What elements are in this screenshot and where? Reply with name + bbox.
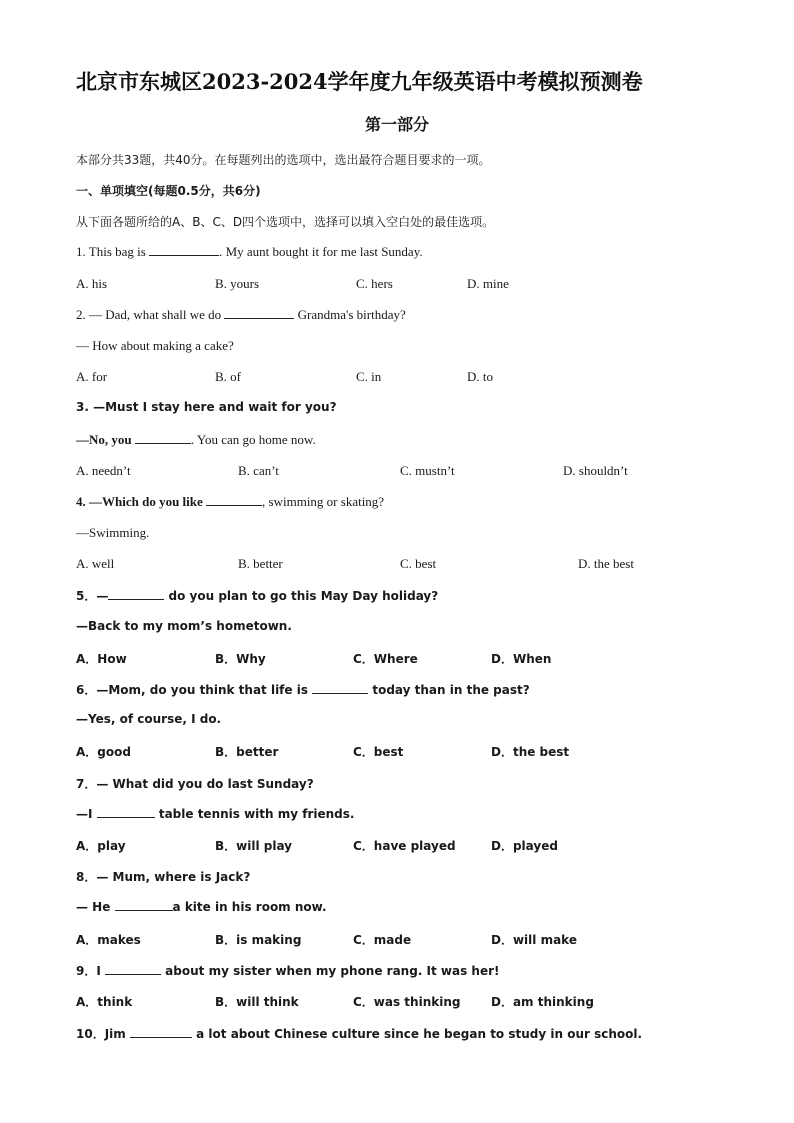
- answer-blank: [130, 1026, 192, 1038]
- option-b: B．is making: [215, 933, 302, 947]
- option-d: D．the best: [491, 745, 570, 759]
- question-text: , swimming or skating?: [262, 494, 385, 509]
- question-2: [76, 307, 406, 323]
- answer-blank: [149, 244, 219, 256]
- question-text: 5．—: [76, 589, 109, 603]
- question-text: about my sister when my phone rang. It was her!: [161, 964, 500, 978]
- question-text: table tennis with my friends.: [154, 807, 355, 821]
- question-4-reply: —Swimming.: [76, 525, 150, 540]
- option-c: C．Where: [353, 652, 418, 666]
- option-c: C．best: [353, 745, 404, 759]
- question-1: [76, 244, 423, 260]
- question-text: . My aunt bought it for me last Sunday.: [219, 244, 423, 259]
- question-8: 8．— Mum, where is Jack?: [76, 870, 251, 884]
- option-a: A．How: [76, 652, 127, 666]
- question-6-reply: —Yes, of course, I do.: [76, 712, 222, 726]
- question-text: do you plan to go this May Day holiday?: [164, 589, 439, 603]
- option-c: C. mustn’t: [400, 463, 455, 478]
- answer-blank: [97, 806, 155, 818]
- answer-blank: [105, 963, 161, 975]
- answer-blank: [224, 307, 294, 319]
- answer-blank: [206, 494, 262, 506]
- section-heading: 一、单项填空(每题0.5分，共6分): [76, 184, 261, 198]
- option-b: B. of: [215, 369, 241, 384]
- option-b: B．Why: [215, 652, 266, 666]
- option-a: A．play: [76, 839, 126, 853]
- option-c: C．was thinking: [353, 995, 461, 1009]
- option-a: A. well: [76, 556, 115, 571]
- question-text: —No, you: [76, 432, 135, 447]
- question-text: today than in the past?: [368, 683, 530, 697]
- option-a: A. for: [76, 369, 108, 384]
- option-d: D．When: [491, 652, 552, 666]
- option-a: A. his: [76, 276, 108, 291]
- question-6: [76, 681, 530, 698]
- option-c: C. in: [356, 369, 382, 384]
- question-10: [76, 1025, 642, 1042]
- question-7: 7．— What did you do last Sunday?: [76, 777, 314, 791]
- option-b: B．will think: [215, 995, 299, 1009]
- question-text: a lot about Chinese culture since he began to study in our school.: [191, 1027, 643, 1041]
- question-text: 2. — Dad, what shall we do: [76, 307, 225, 322]
- question-2-reply: — How about making a cake?: [76, 338, 234, 353]
- question-4: [76, 494, 384, 510]
- option-a: A．makes: [76, 933, 141, 947]
- question-text: 6．—Mom, do you think that life is: [76, 683, 313, 697]
- question-3-reply: [76, 432, 316, 448]
- part-intro: 本部分共33题，共40分。在每题列出的选项中，选出最符合题目要求的一项。: [76, 153, 491, 167]
- question-text: . You can go home now.: [190, 432, 316, 447]
- question-7-reply: [76, 806, 354, 821]
- option-d: D．will make: [491, 933, 577, 947]
- answer-blank: [108, 588, 164, 600]
- question-9: [76, 962, 500, 979]
- answer-blank: [115, 899, 173, 911]
- option-a: A．think: [76, 995, 133, 1009]
- question-text: 4. —Which do you like: [76, 494, 207, 509]
- question-text: —I: [76, 807, 97, 821]
- question-text: 9．I: [76, 964, 105, 978]
- answer-blank: [135, 432, 191, 444]
- option-c: C. hers: [356, 276, 393, 291]
- exam-title: 北京市东城区2023-2024学年度九年级英语中考模拟预测卷: [76, 69, 643, 94]
- option-d: D. to: [467, 369, 493, 384]
- option-a: A. needn’t: [76, 463, 131, 478]
- option-d: D．played: [491, 839, 558, 853]
- question-3: 3. —Must I stay here and wait for you?: [76, 400, 337, 414]
- option-b: B. better: [238, 556, 283, 571]
- option-d: D. the best: [578, 556, 634, 571]
- answer-blank: [312, 682, 368, 694]
- part-heading: 第一部分: [364, 115, 429, 134]
- option-c: C．have played: [353, 839, 456, 853]
- question-text: 10．Jim: [76, 1027, 130, 1041]
- question-text: — He: [76, 900, 115, 914]
- option-d: D. shouldn’t: [563, 463, 628, 478]
- option-c: C．made: [353, 933, 412, 947]
- question-5: [76, 587, 438, 604]
- option-b: B. yours: [215, 276, 260, 291]
- option-d: D. mine: [467, 276, 509, 291]
- question-text: Grandma's birthday?: [294, 307, 406, 322]
- option-b: B. can’t: [238, 463, 279, 478]
- option-b: B．will play: [215, 839, 293, 853]
- section-instruction: 从下面各题所给的A、B、C、D四个选项中，选择可以填入空白处的最佳选项。: [76, 215, 495, 229]
- question-5-reply: —Back to my mom’s hometown.: [76, 619, 292, 633]
- option-d: D．am thinking: [491, 995, 594, 1009]
- option-c: C. best: [400, 556, 437, 571]
- question-text: 1. This bag is: [76, 244, 150, 259]
- option-b: B．better: [215, 745, 279, 759]
- question-8-reply: [76, 899, 327, 914]
- question-text: a kite in his room now.: [172, 900, 327, 914]
- option-a: A．good: [76, 745, 131, 759]
